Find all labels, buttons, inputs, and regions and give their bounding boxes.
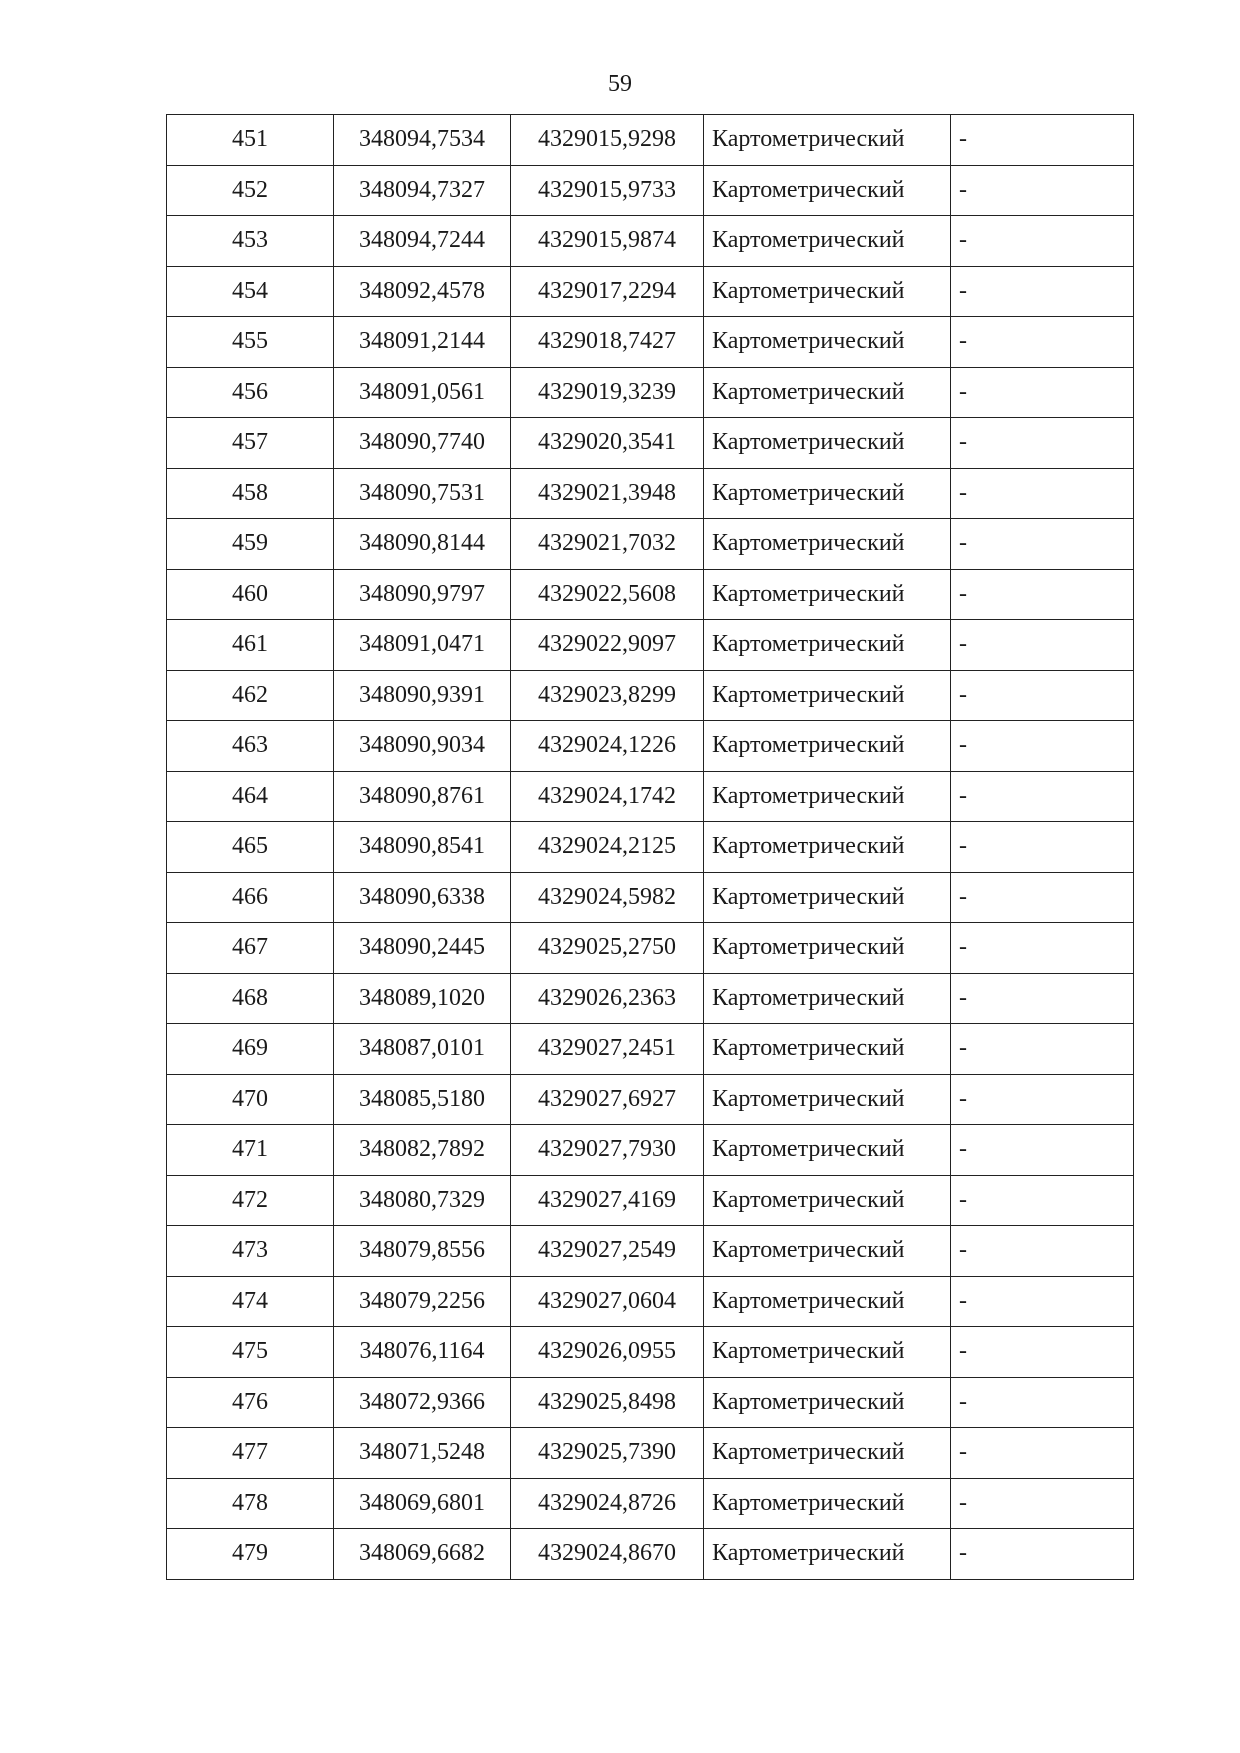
table-row (167, 216, 1134, 267)
table-row (167, 418, 1134, 469)
y-coordinate-cell: 4329024,8670 (511, 1529, 704, 1580)
x-coordinate-cell: 348087,0101 (334, 1024, 511, 1075)
note-cell: - (951, 165, 1134, 216)
y-coordinate-cell: 4329019,3239 (511, 367, 704, 418)
x-coordinate-cell: 348090,8761 (334, 771, 511, 822)
y-coordinate-cell: 4329027,2451 (511, 1024, 704, 1075)
table-row (167, 1529, 1134, 1580)
x-coordinate-cell: 348094,7534 (334, 115, 511, 166)
x-coordinate-cell: 348090,9391 (334, 670, 511, 721)
y-coordinate-cell: 4329024,1742 (511, 771, 704, 822)
method-cell: Картометрический (704, 620, 951, 671)
note-cell: - (951, 1529, 1134, 1580)
note-cell: - (951, 670, 1134, 721)
point-number-cell: 456 (167, 367, 334, 418)
x-coordinate-cell: 348079,2256 (334, 1276, 511, 1327)
point-number-cell: 463 (167, 721, 334, 772)
y-coordinate-cell: 4329025,7390 (511, 1428, 704, 1479)
x-coordinate-cell: 348085,5180 (334, 1074, 511, 1125)
point-number-cell: 469 (167, 1024, 334, 1075)
table-row (167, 771, 1134, 822)
table-row (167, 1478, 1134, 1529)
method-cell: Картометрический (704, 923, 951, 974)
note-cell: - (951, 1024, 1134, 1075)
table-row (167, 266, 1134, 317)
x-coordinate-cell: 348076,1164 (334, 1327, 511, 1378)
method-cell: Картометрический (704, 721, 951, 772)
note-cell: - (951, 973, 1134, 1024)
y-coordinate-cell: 4329021,7032 (511, 519, 704, 570)
method-cell: Картометрический (704, 1074, 951, 1125)
point-number-cell: 470 (167, 1074, 334, 1125)
note-cell: - (951, 1175, 1134, 1226)
x-coordinate-cell: 348094,7244 (334, 216, 511, 267)
note-cell: - (951, 1327, 1134, 1378)
note-cell: - (951, 317, 1134, 368)
note-cell: - (951, 367, 1134, 418)
y-coordinate-cell: 4329025,8498 (511, 1377, 704, 1428)
y-coordinate-cell: 4329020,3541 (511, 418, 704, 469)
point-number-cell: 468 (167, 973, 334, 1024)
point-number-cell: 460 (167, 569, 334, 620)
table-row (167, 1175, 1134, 1226)
table-row (167, 1226, 1134, 1277)
point-number-cell: 465 (167, 822, 334, 873)
x-coordinate-cell: 348069,6801 (334, 1478, 511, 1529)
point-number-cell: 452 (167, 165, 334, 216)
note-cell: - (951, 468, 1134, 519)
y-coordinate-cell: 4329022,5608 (511, 569, 704, 620)
method-cell: Картометрический (704, 872, 951, 923)
note-cell: - (951, 216, 1134, 267)
note-cell: - (951, 266, 1134, 317)
y-coordinate-cell: 4329026,0955 (511, 1327, 704, 1378)
point-number-cell: 462 (167, 670, 334, 721)
y-coordinate-cell: 4329027,6927 (511, 1074, 704, 1125)
method-cell: Картометрический (704, 418, 951, 469)
x-coordinate-cell: 348071,5248 (334, 1428, 511, 1479)
point-number-cell: 459 (167, 519, 334, 570)
x-coordinate-cell: 348090,9034 (334, 721, 511, 772)
note-cell: - (951, 418, 1134, 469)
x-coordinate-cell: 348091,2144 (334, 317, 511, 368)
method-cell: Картометрический (704, 670, 951, 721)
point-number-cell: 455 (167, 317, 334, 368)
point-number-cell: 466 (167, 872, 334, 923)
x-coordinate-cell: 348069,6682 (334, 1529, 511, 1580)
point-number-cell: 458 (167, 468, 334, 519)
method-cell: Картометрический (704, 1529, 951, 1580)
y-coordinate-cell: 4329024,5982 (511, 872, 704, 923)
table-row (167, 1125, 1134, 1176)
y-coordinate-cell: 4329023,8299 (511, 670, 704, 721)
coordinates-table-body (167, 115, 1134, 1580)
point-number-cell: 451 (167, 115, 334, 166)
method-cell: Картометрический (704, 771, 951, 822)
note-cell: - (951, 872, 1134, 923)
note-cell: - (951, 1276, 1134, 1327)
table-row (167, 721, 1134, 772)
table-row (167, 822, 1134, 873)
point-number-cell: 457 (167, 418, 334, 469)
y-coordinate-cell: 4329024,1226 (511, 721, 704, 772)
method-cell: Картометрический (704, 468, 951, 519)
point-number-cell: 474 (167, 1276, 334, 1327)
method-cell: Картометрический (704, 973, 951, 1024)
y-coordinate-cell: 4329024,8726 (511, 1478, 704, 1529)
table-row (167, 620, 1134, 671)
point-number-cell: 477 (167, 1428, 334, 1479)
note-cell: - (951, 1428, 1134, 1479)
x-coordinate-cell: 348090,7531 (334, 468, 511, 519)
y-coordinate-cell: 4329024,2125 (511, 822, 704, 873)
method-cell: Картометрический (704, 1226, 951, 1277)
page-number: 59 (608, 71, 632, 97)
table-row (167, 1276, 1134, 1327)
note-cell: - (951, 1478, 1134, 1529)
y-coordinate-cell: 4329027,2549 (511, 1226, 704, 1277)
table-row (167, 1074, 1134, 1125)
method-cell: Картометрический (704, 1428, 951, 1479)
point-number-cell: 467 (167, 923, 334, 974)
y-coordinate-cell: 4329027,4169 (511, 1175, 704, 1226)
x-coordinate-cell: 348090,8144 (334, 519, 511, 570)
method-cell: Картометрический (704, 216, 951, 267)
table-row (167, 468, 1134, 519)
x-coordinate-cell: 348072,9366 (334, 1377, 511, 1428)
point-number-cell: 464 (167, 771, 334, 822)
coordinates-table (166, 114, 1134, 1580)
table-row (167, 1428, 1134, 1479)
x-coordinate-cell: 348082,7892 (334, 1125, 511, 1176)
table-row (167, 973, 1134, 1024)
table-row (167, 670, 1134, 721)
point-number-cell: 471 (167, 1125, 334, 1176)
method-cell: Картометрический (704, 1125, 951, 1176)
method-cell: Картометрический (704, 1175, 951, 1226)
note-cell: - (951, 1074, 1134, 1125)
note-cell: - (951, 771, 1134, 822)
x-coordinate-cell: 348090,7740 (334, 418, 511, 469)
y-coordinate-cell: 4329021,3948 (511, 468, 704, 519)
note-cell: - (951, 1125, 1134, 1176)
note-cell: - (951, 620, 1134, 671)
y-coordinate-cell: 4329027,7930 (511, 1125, 704, 1176)
x-coordinate-cell: 348094,7327 (334, 165, 511, 216)
note-cell: - (951, 822, 1134, 873)
method-cell: Картометрический (704, 1478, 951, 1529)
method-cell: Картометрический (704, 1024, 951, 1075)
method-cell: Картометрический (704, 317, 951, 368)
y-coordinate-cell: 4329027,0604 (511, 1276, 704, 1327)
note-cell: - (951, 1377, 1134, 1428)
table-row (167, 1024, 1134, 1075)
x-coordinate-cell: 348090,8541 (334, 822, 511, 873)
x-coordinate-cell: 348090,6338 (334, 872, 511, 923)
method-cell: Картометрический (704, 1377, 951, 1428)
x-coordinate-cell: 348080,7329 (334, 1175, 511, 1226)
point-number-cell: 479 (167, 1529, 334, 1580)
method-cell: Картометрический (704, 1327, 951, 1378)
table-row (167, 872, 1134, 923)
point-number-cell: 476 (167, 1377, 334, 1428)
y-coordinate-cell: 4329025,2750 (511, 923, 704, 974)
method-cell: Картометрический (704, 115, 951, 166)
x-coordinate-cell: 348092,4578 (334, 266, 511, 317)
y-coordinate-cell: 4329015,9298 (511, 115, 704, 166)
method-cell: Картометрический (704, 1276, 951, 1327)
note-cell: - (951, 569, 1134, 620)
y-coordinate-cell: 4329022,9097 (511, 620, 704, 671)
x-coordinate-cell: 348089,1020 (334, 973, 511, 1024)
x-coordinate-cell: 348090,9797 (334, 569, 511, 620)
method-cell: Картометрический (704, 569, 951, 620)
table-row (167, 1327, 1134, 1378)
point-number-cell: 454 (167, 266, 334, 317)
table-row (167, 1377, 1134, 1428)
method-cell: Картометрический (704, 367, 951, 418)
point-number-cell: 473 (167, 1226, 334, 1277)
point-number-cell: 461 (167, 620, 334, 671)
y-coordinate-cell: 4329015,9874 (511, 216, 704, 267)
note-cell: - (951, 519, 1134, 570)
point-number-cell: 478 (167, 1478, 334, 1529)
note-cell: - (951, 1226, 1134, 1277)
note-cell: - (951, 115, 1134, 166)
method-cell: Картометрический (704, 165, 951, 216)
table-row (167, 367, 1134, 418)
y-coordinate-cell: 4329015,9733 (511, 165, 704, 216)
note-cell: - (951, 923, 1134, 974)
x-coordinate-cell: 348090,2445 (334, 923, 511, 974)
point-number-cell: 453 (167, 216, 334, 267)
table-row (167, 317, 1134, 368)
y-coordinate-cell: 4329018,7427 (511, 317, 704, 368)
y-coordinate-cell: 4329026,2363 (511, 973, 704, 1024)
table-row (167, 165, 1134, 216)
x-coordinate-cell: 348091,0471 (334, 620, 511, 671)
x-coordinate-cell: 348079,8556 (334, 1226, 511, 1277)
x-coordinate-cell: 348091,0561 (334, 367, 511, 418)
point-number-cell: 472 (167, 1175, 334, 1226)
point-number-cell: 475 (167, 1327, 334, 1378)
table-row (167, 519, 1134, 570)
method-cell: Картометрический (704, 266, 951, 317)
note-cell: - (951, 721, 1134, 772)
y-coordinate-cell: 4329017,2294 (511, 266, 704, 317)
table-row (167, 569, 1134, 620)
method-cell: Картометрический (704, 822, 951, 873)
table-row (167, 923, 1134, 974)
table-row (167, 115, 1134, 166)
method-cell: Картометрический (704, 519, 951, 570)
